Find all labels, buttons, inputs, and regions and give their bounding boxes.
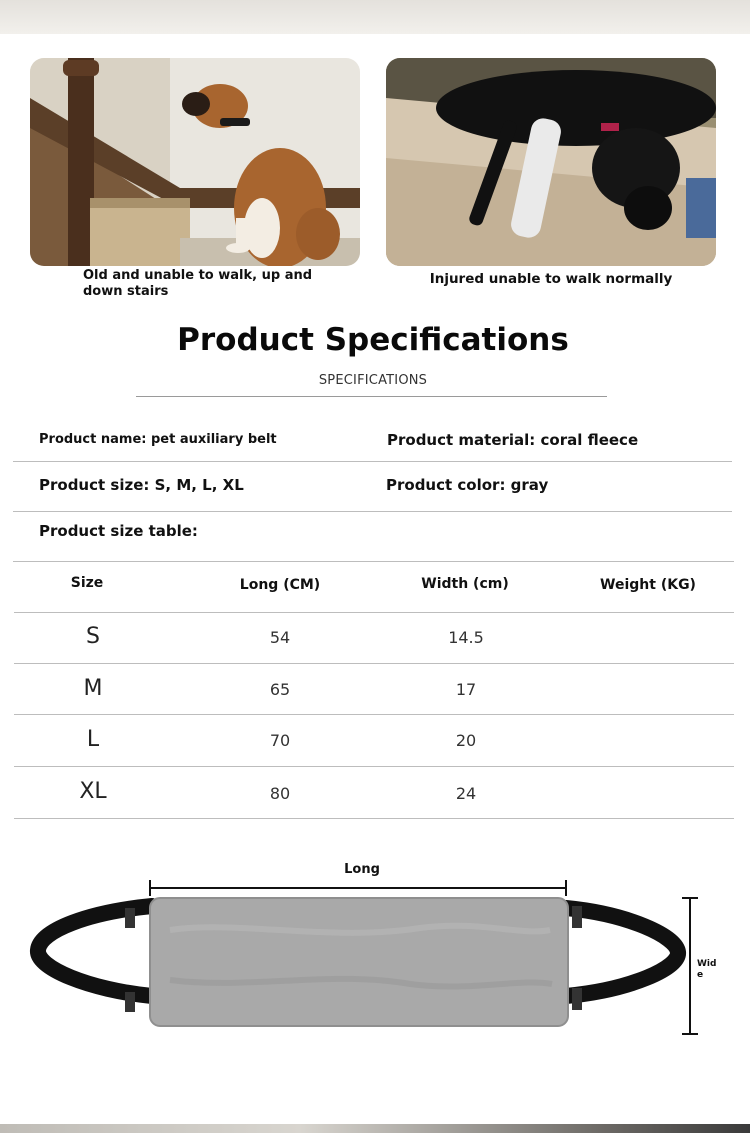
table-row-divider [14,663,734,664]
caption-old-dog: Old and unable to walk, up and down stairs [83,268,313,299]
long-label: Long [344,862,380,877]
left-buckle [125,908,135,928]
table-row-divider [14,766,734,767]
table-row-divider [14,612,734,613]
table-cell-size: XL [79,779,107,804]
page-title: Product Specifications [177,322,569,358]
divider [13,561,734,562]
table-cell-width: 17 [455,680,477,699]
caption-injured-dog: Injured unable to walk normally [429,271,673,287]
table-cell-width: 14.5 [448,628,484,647]
left-buckle [125,992,135,1012]
spec-product-name: Product name: pet auxiliary belt [39,432,277,447]
top-image-strip [0,0,750,34]
table-cell-long: 54 [269,628,291,647]
right-buckle [572,906,582,928]
photo-injured-dog [386,58,716,266]
belt-diagram [0,850,750,1050]
table-cell-long: 65 [269,680,291,699]
table-header-weight: Weight (KG) [600,577,696,593]
table-cell-size: L [86,727,100,752]
page-subtitle: SPECIFICATIONS [318,373,428,388]
spec-product-material: Product material: coral fleece [387,431,639,449]
table-row-divider [14,714,734,715]
table-header-width: Width (cm) [421,576,509,592]
fleece-pad [150,898,568,1026]
table-row-divider [14,818,734,819]
table-cell-width: 24 [455,784,477,803]
table-cell-long: 80 [269,784,291,803]
table-cell-width: 20 [455,731,477,750]
bottom-image-strip [0,1124,750,1133]
table-header-size: Size [70,575,104,591]
spec-product-color: Product color: gray [386,476,549,494]
right-buckle [572,988,582,1010]
photo-old-dog-stairs [30,58,360,266]
right-strap [566,908,678,996]
wide-label: Wide [697,959,717,980]
subtitle-underline [136,396,607,397]
divider [13,511,732,512]
table-cell-size: S [86,624,100,649]
table-cell-size: M [83,676,103,701]
spec-size-table-label: Product size table: [39,522,198,540]
divider [13,461,732,462]
table-cell-long: 70 [269,731,291,750]
table-header-long: Long (CM) [239,577,321,593]
spec-product-size: Product size: S, M, L, XL [39,476,244,494]
